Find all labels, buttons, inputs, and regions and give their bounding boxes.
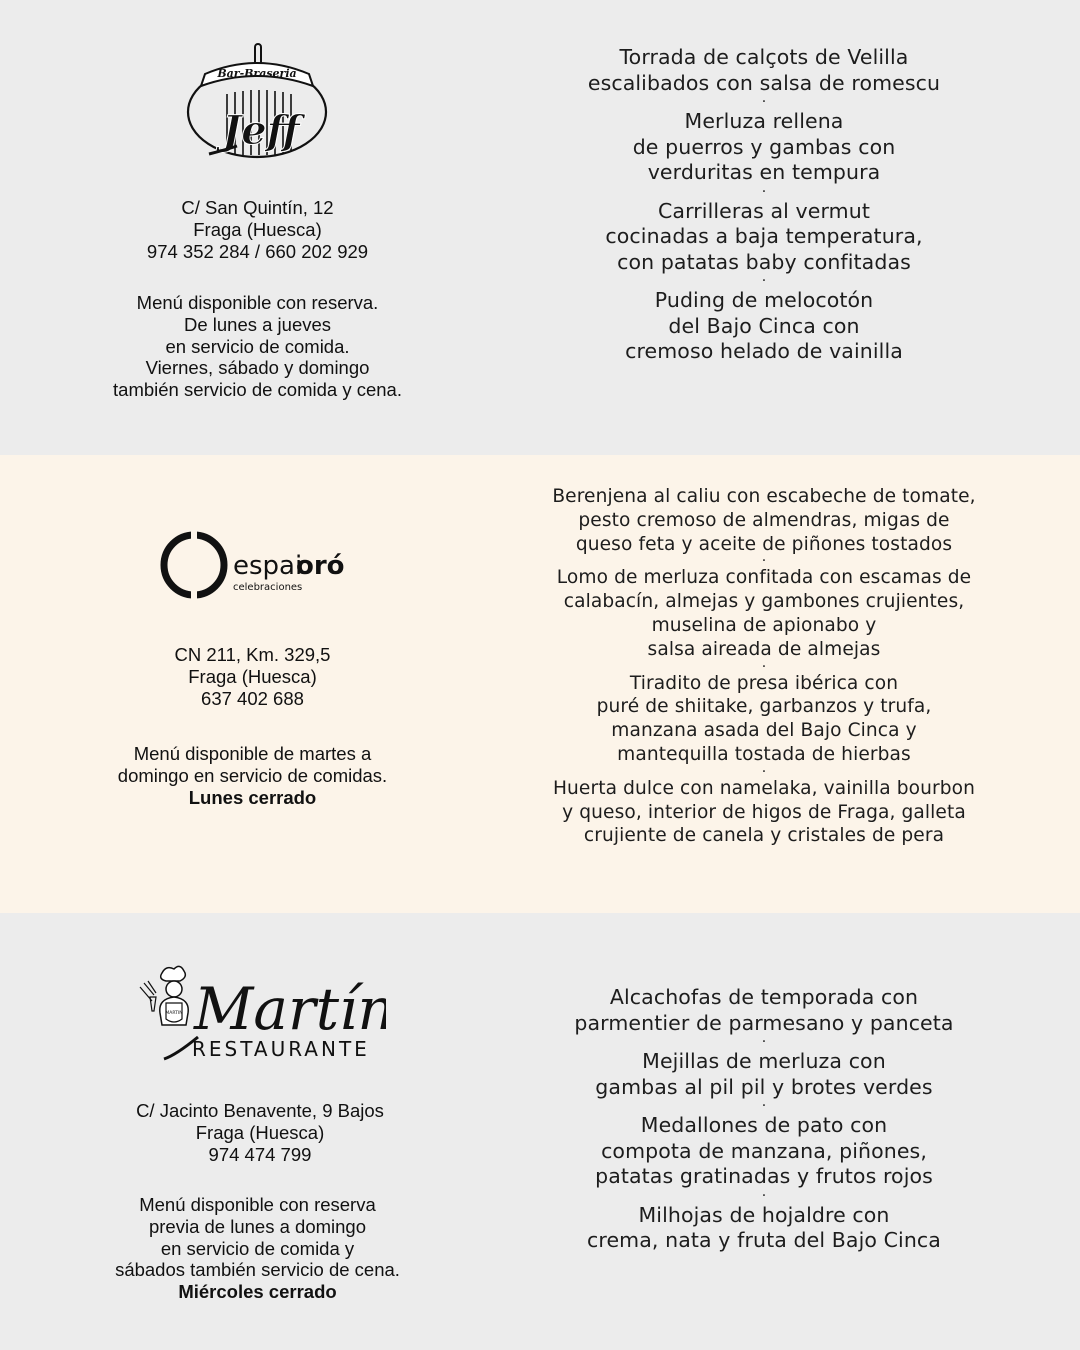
espaioro-address <box>0 644 505 709</box>
dish-line: Puding de melocotón <box>654 288 874 312</box>
dish-separator: · <box>761 183 767 200</box>
address-line: Fraga (Huesca) <box>193 218 322 240</box>
dish-separator: · <box>761 1187 767 1204</box>
espaioro-logo-name-light: espai <box>233 551 303 581</box>
restaurant-section-espaioro <box>0 455 1080 913</box>
dish-separator: · <box>761 273 767 289</box>
phone: 974 474 799 <box>208 1143 312 1165</box>
dish-line: Tiradito de presa ibérica con <box>629 672 899 694</box>
dish-line: Carrilleras al vermut <box>658 198 870 223</box>
menu-dish <box>528 199 1000 276</box>
dish-line: queso feta y aceite de piñones tostados <box>575 533 953 555</box>
jeff-logo <box>185 42 331 162</box>
restaurant-section-martin <box>0 913 1080 1350</box>
dish-line: Milhojas de hojaldre con <box>638 1202 890 1227</box>
dish-line: verduritas en tempura <box>647 160 881 184</box>
address-line: Fraga (Huesca) <box>188 665 317 687</box>
info-bold-line <box>0 787 505 809</box>
dish-line: Lomo de merluza confitada con escamas de <box>556 567 972 589</box>
dish-separator: · <box>761 763 767 780</box>
info-line: domingo en servicio de comidas. <box>117 764 388 786</box>
espaioro-logo-subtitle: celebraciones <box>233 582 303 593</box>
address-line: C/ Jacinto Benavente, 9 Bajos <box>136 1100 384 1121</box>
martin-logo-name: Martín <box>194 975 386 1043</box>
espaioro-logo-name-bold: oró <box>296 551 345 581</box>
dish-line: escalibados con salsa de romescu <box>587 70 941 95</box>
dish-line: patatas gratinadas y frutos rojos <box>595 1164 933 1188</box>
closed-day: Miércoles cerrado <box>178 1281 337 1303</box>
dish-separator: · <box>761 553 767 570</box>
dish-line: mantequilla tostada de hierbas <box>617 743 911 765</box>
info-line: en servicio de comida. <box>165 335 350 357</box>
jeff-availability <box>0 292 515 401</box>
dish-line: cocinadas a baja temperatura, <box>605 224 923 248</box>
address-line: C/ San Quintín, 12 <box>181 197 334 218</box>
info-line: De lunes a jueves <box>183 313 332 335</box>
menu-dish <box>528 485 1000 556</box>
address-line: CN 211, Km. 329,5 <box>174 644 331 665</box>
phone: 974 352 284 / 660 202 929 <box>146 240 369 262</box>
info-line: sábados también servicio de cena. <box>115 1259 400 1281</box>
info-line: Viernes, sábado y domingo <box>145 357 370 379</box>
dish-line: crema, nata y fruta del Bajo Cinca <box>587 1228 941 1252</box>
dish-line: puré de shiitake, garbanzos y trufa, <box>596 696 932 718</box>
phone: 637 402 688 <box>201 687 304 709</box>
info-line: Menú disponible con reserva <box>139 1194 376 1215</box>
info-line: en servicio de comida y <box>160 1237 355 1259</box>
jeff-logo-top-text: Bar-Braseria <box>217 67 297 80</box>
restaurant-section-jeff <box>0 0 1080 455</box>
dish-line: compota de manzana, piñones, <box>601 1138 927 1163</box>
martin-menu <box>528 985 1000 1254</box>
martin-availability <box>0 1194 515 1303</box>
dish-line: Medallones de pato con <box>640 1113 888 1137</box>
dish-separator: · <box>761 94 767 110</box>
martin-address <box>0 1100 520 1165</box>
jeff-menu <box>528 45 1000 365</box>
espaioro-logo-graphic <box>160 531 350 601</box>
espaioro-menu <box>528 485 1000 848</box>
chef-mascot-icon <box>140 966 188 1025</box>
info-line: Menú disponible con reserva. <box>136 292 379 313</box>
menu-dish <box>528 566 1000 661</box>
dish-line: Huerta dulce con namelaka, vainilla bourbon <box>552 777 976 799</box>
dish-line: Alcachofas de temporada con <box>609 985 919 1009</box>
menu-dish <box>528 1049 1000 1100</box>
dish-line: crujiente de canela y cristales de pera <box>583 825 945 847</box>
menu-dish <box>528 1203 1000 1254</box>
dish-line: de puerros y gambas con <box>632 134 896 159</box>
dish-line: parmentier de parmesano y panceta <box>574 1010 954 1035</box>
dish-line: Merluza rellena <box>684 109 844 133</box>
menu-dish <box>528 109 1000 186</box>
info-line: también servicio de comida y cena. <box>113 379 402 401</box>
menu-dish <box>528 985 1000 1036</box>
martin-logo-subtitle: RESTAURANTE <box>192 1037 370 1061</box>
dish-separator: · <box>761 658 767 675</box>
dish-separator: · <box>761 1034 767 1050</box>
dish-line: gambas al pil pil y brotes verdes <box>595 1074 933 1099</box>
dish-line: muselina de apionabo y <box>651 614 877 636</box>
mascot-badge-text: MARTIN <box>165 1011 183 1016</box>
menu-dish <box>528 1113 1000 1190</box>
address-line: Fraga (Huesca) <box>195 1121 325 1143</box>
info-bold-line <box>0 1281 515 1303</box>
espaioro-logo <box>160 531 350 601</box>
menu-dish <box>528 288 1000 365</box>
info-line: Menú disponible de martes a <box>133 743 372 764</box>
martin-logo-graphic <box>136 963 386 1063</box>
jeff-address <box>0 197 515 262</box>
dish-separator: · <box>761 1098 767 1114</box>
jeff-logo-name: Jeff <box>222 107 300 154</box>
dish-line: cremoso helado de vainilla <box>625 339 903 363</box>
dish-line: calabacín, almejas y gambones crujientes, <box>563 591 965 613</box>
dish-line: salsa aireada de almejas <box>647 638 881 660</box>
dish-line: del Bajo Cinca con <box>668 313 860 338</box>
dish-line: Torrada de calçots de Velilla <box>619 45 909 69</box>
dish-line: pesto cremoso de almendras, migas de <box>578 509 950 531</box>
martin-logo <box>136 963 386 1063</box>
menu-dish <box>528 777 1000 848</box>
dish-line: Mejillas de merluza con <box>642 1049 886 1073</box>
dish-line: y queso, interior de higos de Fraga, galleta <box>562 801 966 823</box>
menu-dish <box>528 45 1000 96</box>
dish-line: manzana asada del Bajo Cinca y <box>611 720 917 742</box>
closed-day: Lunes cerrado <box>188 786 317 808</box>
info-line: previa de lunes a domingo <box>148 1215 366 1237</box>
espaioro-availability <box>0 743 505 808</box>
jeff-logo-graphic <box>185 42 331 162</box>
dish-line: con patatas baby confitadas <box>617 249 911 274</box>
menu-dish <box>528 672 1000 767</box>
dish-line: Berenjena al caliu con escabeche de tomate, <box>552 486 976 507</box>
